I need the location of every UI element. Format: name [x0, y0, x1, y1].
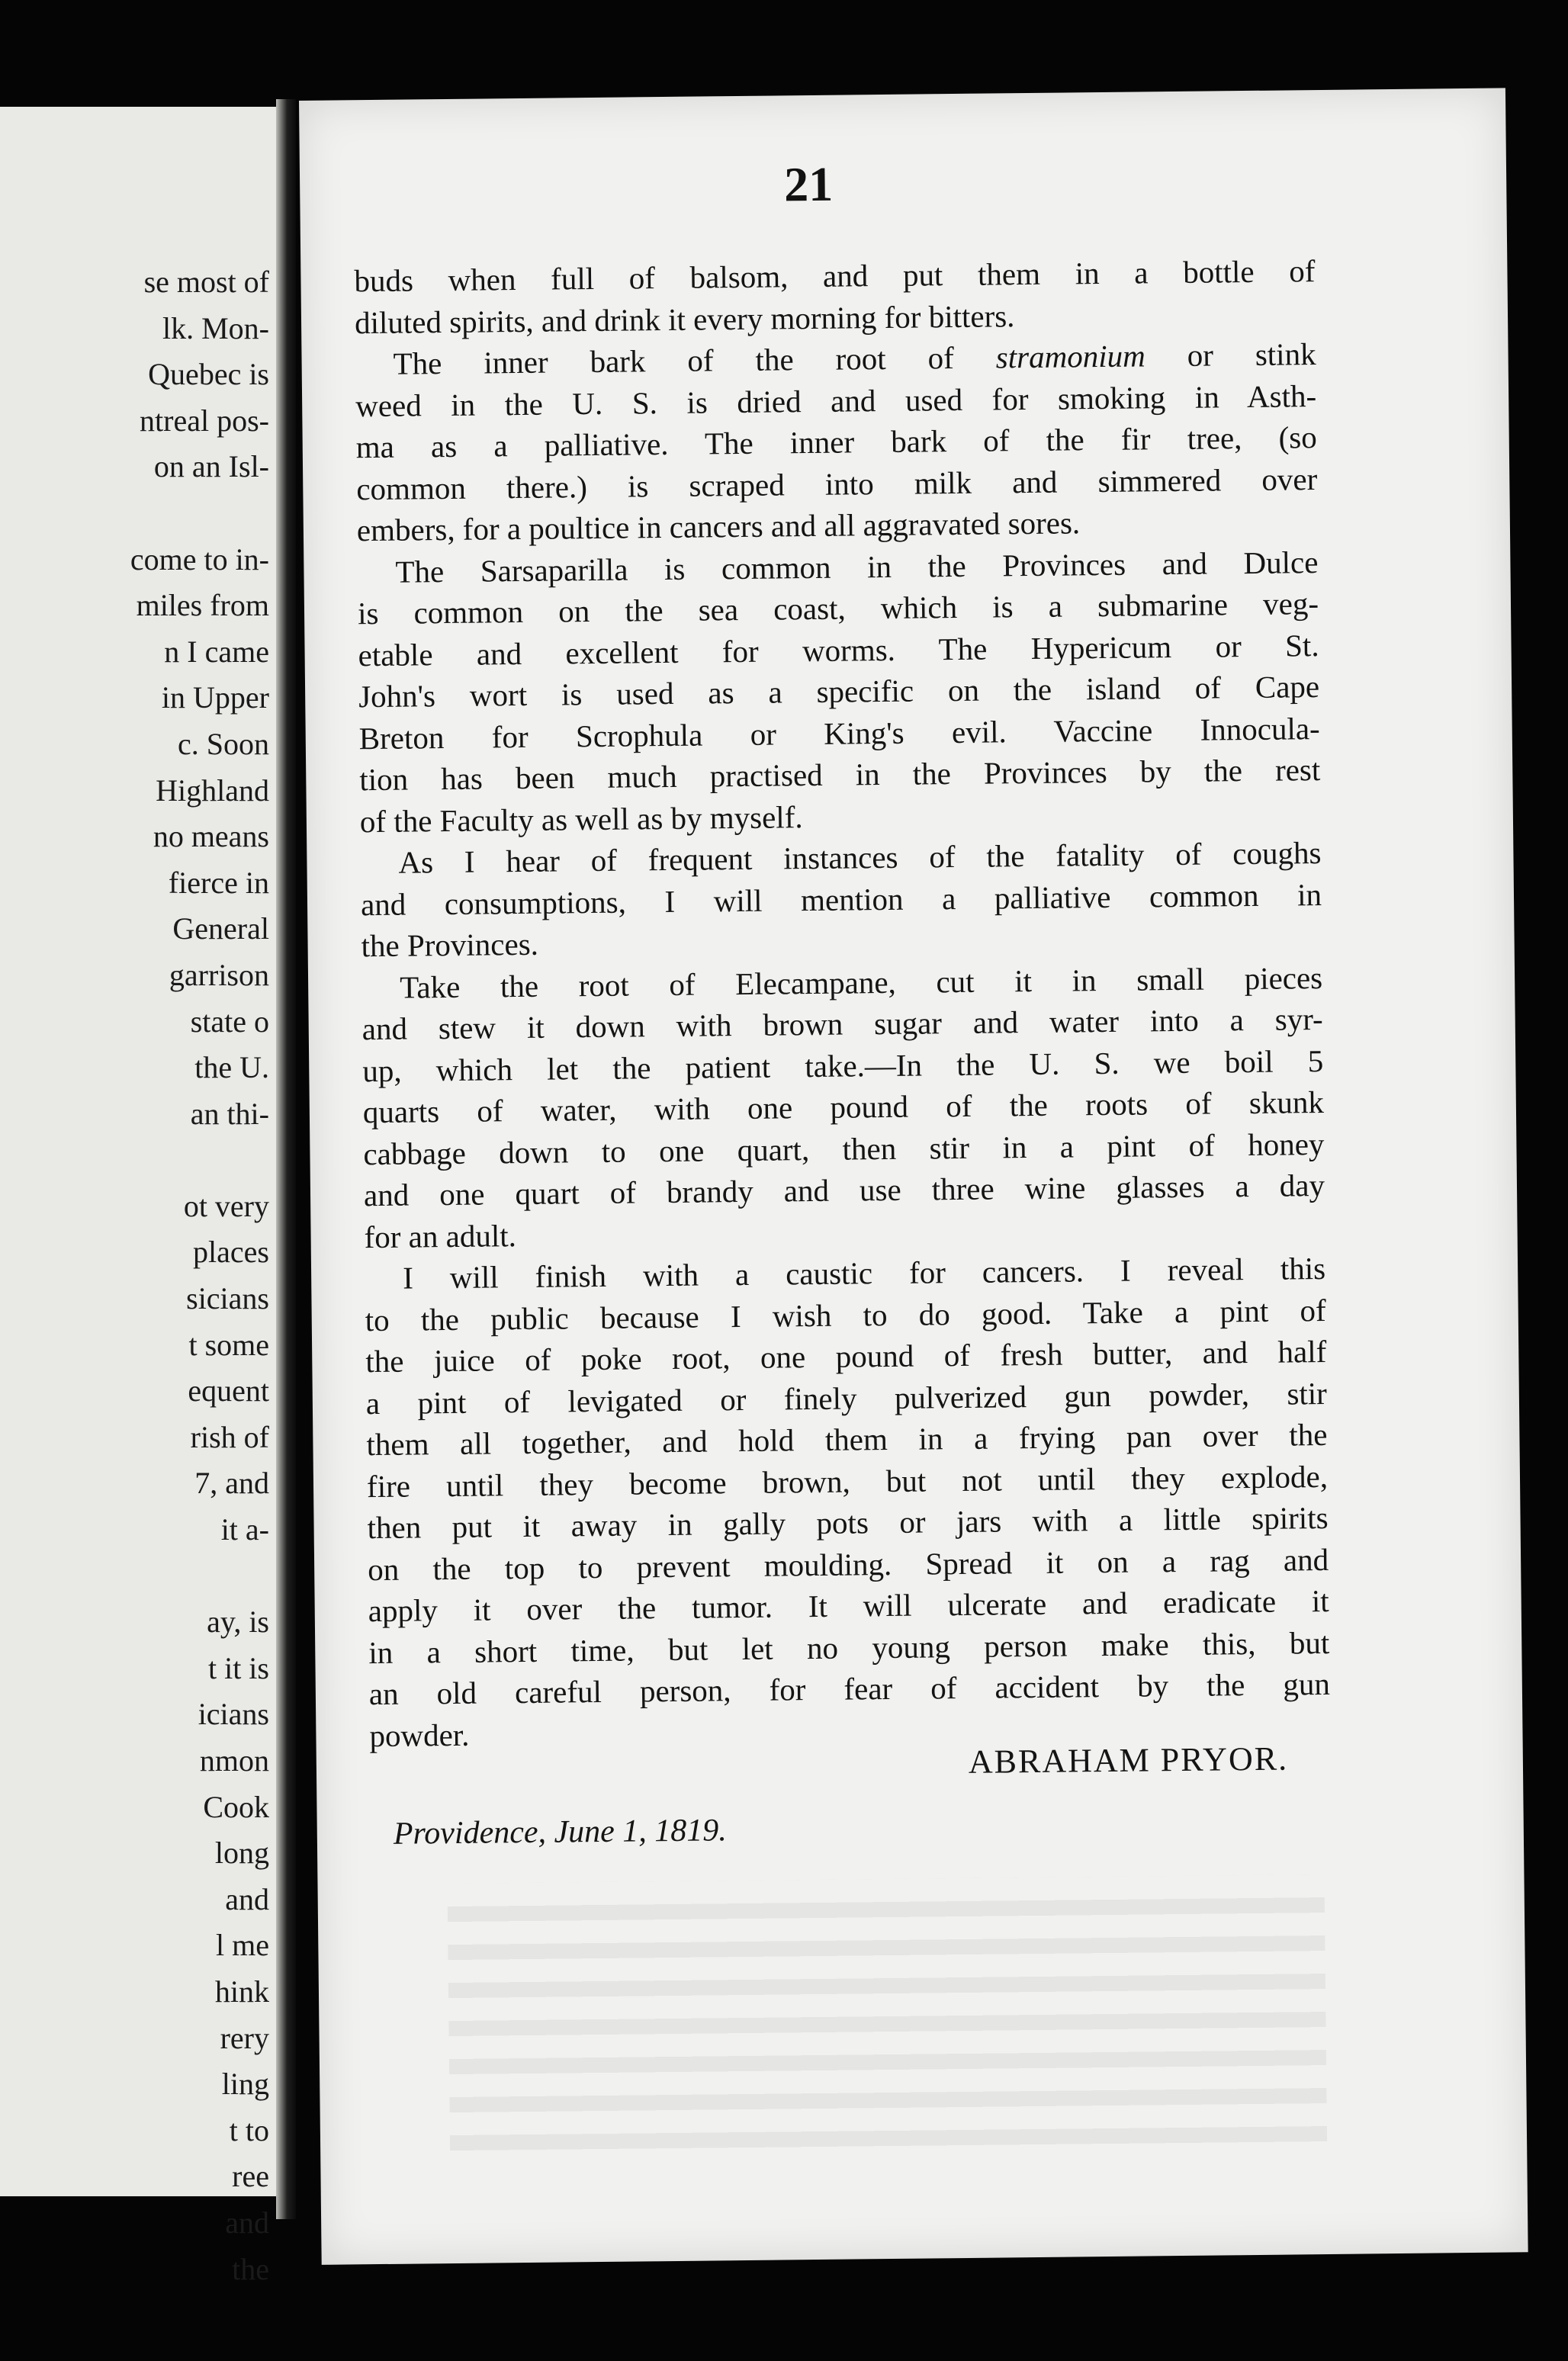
body-line: for an adult.: [364, 1217, 517, 1254]
body-line: diluted spirits, and drink it every morning for bitters.: [354, 297, 1015, 340]
left-page-line: on an Isl-: [153, 449, 269, 484]
bleed-through-shadow: [447, 1874, 1327, 2158]
left-page-line: n I came: [164, 634, 269, 669]
left-page: [0, 107, 278, 2286]
body-line: Breton for Scrophula or King's evil. Vaccine Innocula-: [358, 710, 1320, 756]
left-page-line: an thi-: [190, 1096, 269, 1131]
left-page-line: General: [172, 911, 269, 946]
left-page-line: ree: [232, 2159, 269, 2194]
body-line: on the top to prevent moulding. Spread it on a rag and: [367, 1541, 1329, 1587]
body-line: common there.) is scraped into milk and simmered over: [356, 461, 1318, 506]
body-line: weed in the U. S. is dried and used for smoking in Asth-: [355, 377, 1317, 423]
left-page-line: fierce in: [168, 865, 269, 900]
body-line: etable and excellent for worms. The Hypericum or St.: [358, 627, 1319, 673]
dateline: Providence, June 1, 1819.: [393, 1813, 727, 1852]
left-page-line: lk. Mon-: [162, 310, 269, 345]
body-line: cabbage down to one quart, then stir in a pint of honey: [363, 1126, 1325, 1171]
body-line: an old careful person, for fear of accident by the gun: [368, 1666, 1331, 1712]
left-page-line: [10, 490, 269, 537]
left-page-line: [10, 1553, 269, 1600]
left-page-line: miles from: [136, 588, 269, 623]
left-page-line: state o: [190, 1004, 269, 1039]
body-line-text: The inner bark of the root of: [393, 339, 997, 381]
left-page-line: t some: [188, 1327, 269, 1362]
body-line-text: or stink: [1145, 336, 1316, 374]
body-line: apply it over the tumor. It will ulcerate and eradicate it: [368, 1582, 1329, 1629]
left-page-line: and: [225, 2205, 269, 2240]
left-page-line: se most of: [143, 265, 269, 299]
body-line: a pint of levigated or finely pulverized gun powder, stir: [365, 1375, 1328, 1421]
book-gutter: [276, 99, 296, 2219]
left-page-line: t to: [229, 2112, 269, 2147]
author-signature: ABRAHAM PRYOR.: [968, 1739, 1289, 1781]
left-page-line: the: [232, 2251, 269, 2286]
left-page-line: nmon: [199, 1743, 269, 1778]
left-page-line: ntreal pos-: [140, 403, 269, 438]
body-line: I will finish with a caustic for cancers. I reveal this: [402, 1250, 1326, 1296]
left-page-line: c. Soon: [178, 726, 269, 761]
body-line: powder.: [369, 1717, 470, 1753]
body-line: them all together, and hold them in a frying pan over the: [366, 1416, 1328, 1463]
left-page-line: come to in-: [130, 541, 269, 577]
body-text: [354, 250, 1330, 1756]
body-line: up, which let the patient take.—In the U. S. we boil 5: [362, 1042, 1324, 1088]
body-line: and one quart of brandy and use three wine glasses a day: [363, 1167, 1325, 1213]
body-line: fire until they become brown, but not until they explode,: [366, 1458, 1329, 1504]
body-line: the juice of poke root, one pound of fresh butter, and half: [365, 1333, 1327, 1380]
body-line: quarts of water, with one pound of the roots of skunk: [362, 1084, 1325, 1130]
left-page-line: no means: [153, 819, 269, 854]
left-page-line: ay, is: [207, 1605, 269, 1640]
left-page-line: garrison: [169, 957, 269, 992]
left-page-line: rery: [220, 2020, 269, 2055]
left-page-line: the U.: [194, 1050, 269, 1085]
body-line: is common on the sea coast, which is a submarine veg-: [357, 586, 1319, 631]
left-page-line: t it is: [207, 1650, 269, 1685]
body-line: John's wort is used as a specific on the island of Cape: [358, 669, 1320, 715]
body-line: in a short time, but let no young person make this, but: [368, 1624, 1330, 1670]
page-number: 21: [783, 156, 834, 212]
italic-term: stramonium: [995, 338, 1145, 375]
left-page-line: l me: [216, 1928, 269, 1963]
body-line: buds when full of balsom, and put them in a bottle of: [354, 253, 1316, 299]
left-page-line: hink: [214, 1974, 269, 2009]
left-page-line: Quebec is: [148, 357, 269, 392]
body-line: tion has been much practised in the Provinces by the rest: [359, 752, 1321, 798]
left-page-text-fragments: [10, 259, 269, 2292]
left-page-line: ling: [221, 2067, 269, 2102]
left-page-line: [10, 1137, 269, 1184]
left-page-line: places: [193, 1235, 269, 1270]
left-page-line: 7, and: [194, 1466, 269, 1501]
body-line: the Provinces.: [361, 926, 539, 964]
right-page: [299, 88, 1528, 2264]
left-page-line: icians: [198, 1697, 269, 1732]
body-line: and stew it down with brown sugar and water into a syr-: [361, 1001, 1323, 1047]
left-page-line: in Upper: [161, 680, 269, 715]
left-page-line: long: [214, 1836, 269, 1871]
body-line: ma as a palliative. The inner bark of the fir tree, (so: [355, 419, 1317, 465]
body-line: and consumptions, I will mention a palliative common in: [360, 876, 1322, 922]
body-line: As I hear of frequent instances of the fatality of coughs: [398, 835, 1322, 880]
body-line: embers, for a poultice in cancers and all aggravated sores.: [356, 505, 1081, 548]
left-page-line: sicians: [186, 1281, 269, 1316]
left-page-line: equent: [188, 1373, 269, 1409]
body-line: then put it away in gally pots or jars with a little spirits: [367, 1499, 1329, 1546]
left-page-line: Cook: [203, 1789, 269, 1824]
left-page-line: rish of: [190, 1419, 269, 1454]
body-line: of the Faculty as well as by myself.: [359, 798, 803, 839]
left-page-line: and: [225, 1881, 269, 1916]
left-page-line: it a-: [220, 1512, 269, 1547]
body-line: The Sarsaparilla is common in the Provinces and Dulce: [395, 544, 1319, 589]
body-line: Take the root of Elecampane, cut it in small pieces: [399, 959, 1323, 1005]
left-page-line: Highland: [156, 773, 269, 808]
left-page-line: ot very: [183, 1188, 269, 1223]
body-line: to the public because I wish to do good. Take a pint of: [365, 1292, 1326, 1338]
